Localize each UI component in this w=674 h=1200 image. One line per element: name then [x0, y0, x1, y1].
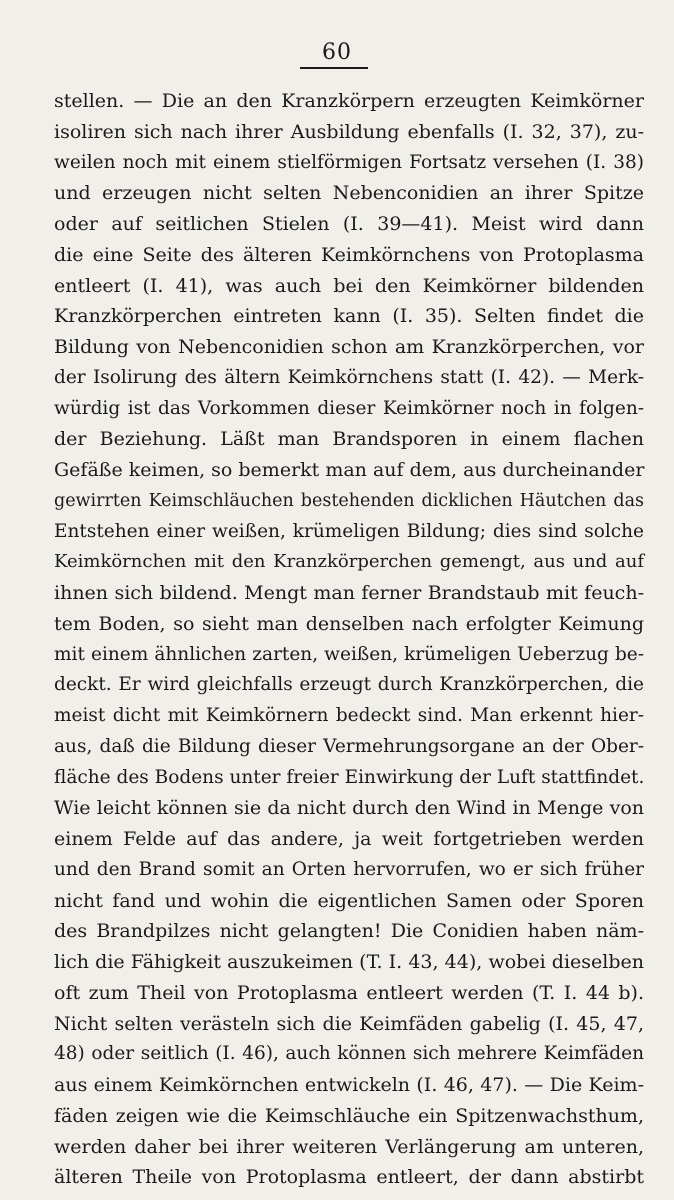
text-line: stellen. — Die an den Kranzkörpern erzeugten Keimkörner — [54, 90, 644, 112]
text-line: werden daher bei ihrer weiteren Verlängerung am unteren, — [54, 1135, 644, 1158]
text-line: und erzeugen nicht selten Nebenconidien an ihrer Spitze — [54, 182, 644, 205]
text-line: isoliren sich nach ihrer Ausbildung ebenfalls (I. 32, 37), zu- — [54, 120, 644, 143]
text-line: älteren Theile von Protoplasma entleert, der dann abstirbt — [54, 1166, 644, 1189]
text-line: einem Felde auf das andere, ja weit fortgetrieben werden — [54, 828, 644, 850]
page-number: 60 — [322, 40, 352, 65]
text-line: aus einem Keimkörnchen entwickeln (I. 46, 47). — Die Keim- — [54, 1074, 644, 1096]
text-line: oft zum Theil von Protoplasma entleert werden (T. I. 44 b). — [54, 981, 644, 1004]
text-line: nicht fand und wohin die eigentlichen Samen oder Sporen — [54, 889, 644, 912]
text-line: meist dicht mit Keimkörnern bedeckt sind. Man erkennt hier- — [54, 705, 644, 726]
text-line: fläche des Bodens unter freier Einwirkung der Luft stattfindet. — [54, 766, 645, 788]
text-line: Keimkörnchen mit den Kranzkörperchen gemengt, aus und auf — [54, 551, 644, 573]
text-line: und den Brand somit an Orten hervorrufen, wo er sich früher — [54, 858, 644, 880]
text-line: der Isolirung des ältern Keimkörnchens statt (I. 42). — Merk- — [54, 366, 644, 388]
text-line: deckt. Er wird gleichfalls erzeugt durch Kranzkörperchen, die — [54, 674, 644, 696]
text-line: Kranzkörperchen eintreten kann (I. 35). Selten findet die — [54, 305, 644, 328]
text-line: 48) oder seitlich (I. 46), auch können sich mehrere Keimfäden — [54, 1043, 644, 1065]
text-line: mit einem ähnlichen zarten, weißen, krümeligen Ueberzug be- — [54, 643, 644, 665]
text-line: der Beziehung. Läßt man Brandsporen in einem flachen — [54, 428, 644, 451]
text-line: weilen noch mit einem stielförmigen Fortsatz versehen (I. 38) — [54, 151, 644, 173]
text-line: des Brandpilzes nicht gelangten! Die Conidien haben näm- — [54, 920, 644, 943]
text-line: oder auf seitlichen Stielen (I. 39—41). Meist wird dann — [54, 213, 644, 235]
text-line: Entstehen einer weißen, krümeligen Bildung; dies sind solche — [54, 520, 644, 542]
text-line: entleert (I. 41), was auch bei den Keimkörner bildenden — [54, 274, 644, 297]
text-line: aus, daß die Bildung dieser Vermehrungsorgane an der Ober- — [54, 735, 644, 757]
text-line: fäden zeigen wie die Keimschläuche ein Spitzenwachsthum, — [54, 1104, 644, 1127]
body-text — [54, 86, 644, 1193]
text-line: lich die Fähigkeit auszukeimen (T. I. 43, 44), wobei dieselben — [54, 951, 644, 973]
page-number-rule — [300, 67, 368, 69]
text-line: die eine Seite des älteren Keimkörnchens von Protoplasma — [54, 243, 644, 266]
text-line: Nicht selten verästeln sich die Keimfäden gabelig (I. 45, 47, — [54, 1012, 644, 1035]
text-line: würdig ist das Vorkommen dieser Keimkörner noch in folgen- — [54, 397, 644, 419]
text-line: gewirrten Keimschläuchen bestehenden dicklichen Häutchen das — [54, 490, 644, 511]
text-line: tem Boden, so sieht man denselben nach erfolgter Keimung — [54, 612, 644, 635]
text-line: Gefäße keimen, so bemerkt man auf dem, aus durcheinander — [54, 459, 645, 481]
text-line: Wie leicht können sie da nicht durch den Wind in Menge von — [54, 797, 644, 820]
text-line: ihnen sich bildend. Mengt man ferner Brandstaub mit feuch- — [54, 582, 644, 604]
text-line: Bildung von Nebenconidien schon am Kranzkörperchen, vor — [54, 336, 644, 358]
